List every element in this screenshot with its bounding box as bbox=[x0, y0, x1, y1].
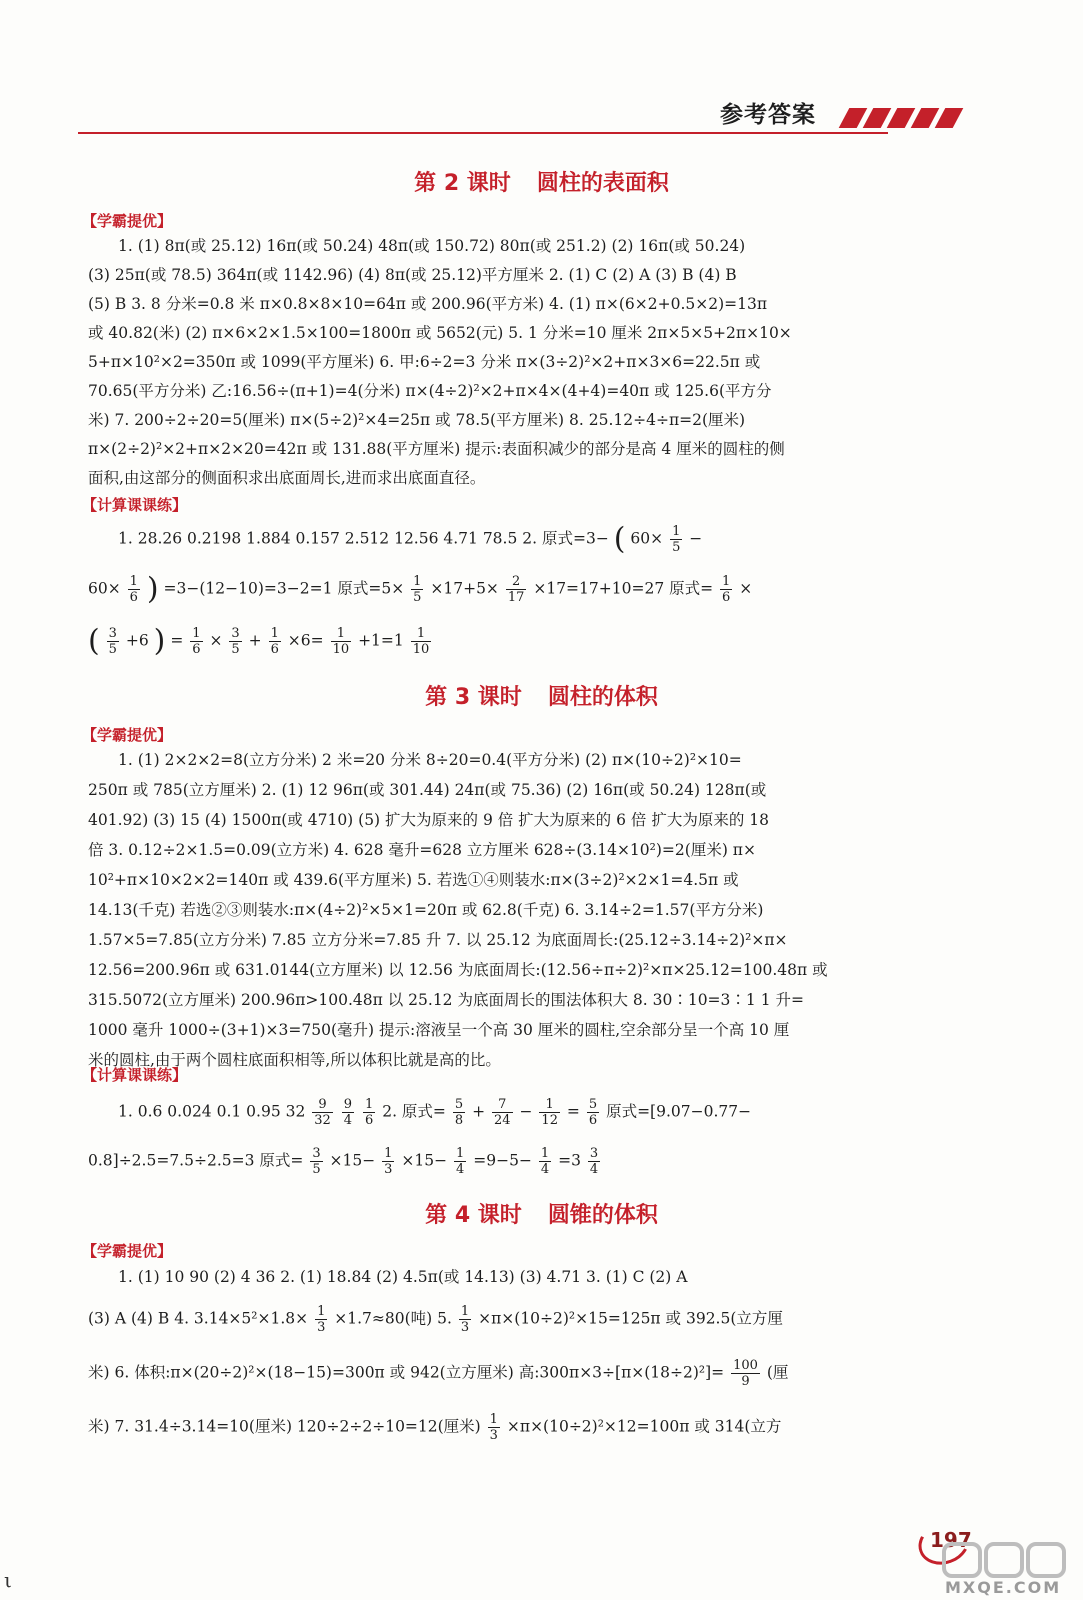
lesson-title: 圆柱的体积 bbox=[547, 685, 658, 710]
fraction bbox=[107, 626, 119, 657]
answer-line: 米) 7. 200÷2÷20=5(厘米) π×(5÷2)²×4=25π 或 78.5(平方厘米) 8. 25.12÷4÷π=2(厘米) bbox=[88, 411, 746, 429]
answer-line: 米的圆柱,由于两个圆柱底面积相等,所以体积比就是高的比。 bbox=[88, 1051, 501, 1069]
text: 米) 7. 31.4÷3.14=10(厘米) 120÷2÷2÷10=12(厘米) bbox=[88, 1417, 481, 1436]
numerator: 9 bbox=[312, 1097, 333, 1113]
answer-line: 1000 毫升 1000÷(3+1)×3=750(毫升) 提示:溶液呈一个高 30 厘米的圆柱,空余部分呈一个高 10 厘 bbox=[88, 1021, 790, 1039]
denominator: 5 bbox=[231, 642, 240, 657]
answer-line: 1. (1) 8π(或 25.12) 16π(或 50.24) 48π(或 150.72) 80π(或 251.2) (2) 16π(或 50.24) bbox=[118, 237, 746, 255]
text: 1. 0.6 0.024 0.1 0.95 32 bbox=[118, 1102, 306, 1121]
fraction bbox=[190, 626, 202, 657]
denominator: 17 bbox=[507, 590, 525, 605]
section-title-lesson-2 bbox=[0, 166, 1083, 197]
tag-xueba: 【学霸提优】 bbox=[82, 1242, 173, 1260]
fraction bbox=[720, 574, 732, 605]
text: ×17+5× bbox=[430, 579, 499, 598]
text: 1. 28.26 0.2198 1.884 0.157 2.512 12.56 4.71 78.5 2. 原式=3− bbox=[118, 529, 609, 548]
fraction bbox=[331, 626, 352, 657]
denominator: 3 bbox=[384, 1162, 393, 1177]
text: (3) A (4) B 4. 3.14×5²×1.8× bbox=[88, 1309, 309, 1328]
answer-line: 70.65(平方分米) 乙:16.56÷(π+1)=4(分米) π×(4÷2)²×2+π×4×(4+4)=40π 或 125.6(平方分 bbox=[88, 382, 772, 400]
denominator: 5 bbox=[413, 590, 422, 605]
text: +6 bbox=[125, 631, 149, 650]
text: = bbox=[566, 1102, 580, 1121]
answer-line: π×(2÷2)²×2+π×2×20=42π 或 131.88(平方厘米) 提示:表面积减少的部分是高 4 厘米的圆柱的侧 bbox=[88, 440, 785, 458]
text: ×π×(10÷2)²×15=125π 或 392.5(立方厘 bbox=[478, 1309, 783, 1328]
section-title-lesson-4 bbox=[0, 1198, 1083, 1229]
fraction bbox=[315, 1304, 327, 1335]
answer-line: 5+π×10²×2=350π 或 1099(平方厘米) 6. 甲:6÷2=3 分米 π×(3÷2)²×2+π×3×6=22.5π 或 bbox=[88, 353, 761, 371]
answer-line: 1. (1) 10 90 (2) 4 36 2. (1) 18.84 (2) 4.5π(或 14.13) (3) 4.71 3. (1) C (2) A bbox=[118, 1268, 688, 1286]
lesson-number: 第 2 课时 bbox=[414, 171, 511, 196]
paren: ) bbox=[146, 571, 159, 607]
fraction bbox=[492, 1097, 513, 1128]
text: 0.8]÷2.5=7.5÷2.5=3 原式= bbox=[88, 1151, 304, 1170]
numerator: 1 bbox=[489, 1412, 498, 1427]
fraction bbox=[128, 574, 140, 605]
header-label: 参考答案 bbox=[720, 102, 816, 128]
fraction bbox=[411, 574, 423, 605]
numerator: 7 bbox=[492, 1097, 513, 1113]
denominator: 4 bbox=[343, 1113, 353, 1128]
denominator: 12 bbox=[541, 1113, 558, 1128]
answer-line: 1.57×5=7.85(立方分米) 7.85 立方分米=7.85 升 7. 以 25.12 为底面周长:(25.12÷3.14÷2)²×π× bbox=[88, 931, 788, 949]
text: − bbox=[519, 1102, 533, 1121]
text: = bbox=[170, 631, 184, 650]
text: ×6= bbox=[287, 631, 324, 650]
text: × bbox=[209, 631, 223, 650]
numerator: 5 bbox=[588, 1097, 598, 1112]
fraction bbox=[269, 626, 281, 657]
numerator: 1 bbox=[539, 1097, 560, 1113]
watermark-text: MXQE.COM bbox=[945, 1578, 1062, 1597]
lesson-number: 第 4 课时 bbox=[425, 1203, 522, 1228]
denominator: 10 bbox=[332, 642, 350, 657]
denominator: 4 bbox=[589, 1162, 599, 1177]
calc-line bbox=[88, 1146, 602, 1177]
answer-line: 1. (1) 2×2×2=8(立方分米) 2 米=20 分米 8÷20=0.4(平方分米) (2) π×(10÷2)²×10= bbox=[118, 751, 742, 769]
answer-line bbox=[88, 1304, 783, 1335]
calc-line bbox=[118, 521, 703, 557]
lesson-title: 圆锥的体积 bbox=[547, 1203, 658, 1228]
denominator: 6 bbox=[588, 1113, 598, 1128]
denominator: 3 bbox=[489, 1428, 498, 1443]
text: ×15− bbox=[329, 1151, 376, 1170]
answer-line: 10²+π×10×2×2=140π 或 439.6(平方厘米) 5. 若选①④则装水:π×(3÷2)²×2×1=4.5π 或 bbox=[88, 871, 739, 889]
answer-line: 12.56=200.96π 或 631.0144(立方厘米) 以 12.56 为底面周长:(12.56÷π÷2)²×π×25.12=100.48π 或 bbox=[88, 961, 828, 979]
text: 原式=[9.07−0.77− bbox=[606, 1102, 752, 1121]
answer-line: 14.13(千克) 若选②③则装水:π×(4÷2)²×5×1=20π 或 62.8(千克) 6. 3.14÷2=1.57(平方分米) bbox=[88, 901, 764, 919]
text: ×15− bbox=[401, 1151, 448, 1170]
lesson-number: 第 3 课时 bbox=[425, 685, 522, 710]
numerator: 3 bbox=[231, 626, 240, 641]
numerator: 1 bbox=[192, 626, 201, 641]
answer-line: 倍 3. 0.12÷2×1.5=0.09(立方米) 4. 628 毫升=628 立方厘米 628÷(3.14×10²)=2(厘米) π× bbox=[88, 841, 756, 859]
text: =3−(12−10)=3−2=1 原式=5× bbox=[163, 579, 405, 598]
lesson-title: 圆柱的表面积 bbox=[536, 171, 669, 196]
fraction bbox=[670, 524, 682, 555]
denominator: 5 bbox=[108, 642, 117, 657]
fraction bbox=[312, 1097, 333, 1128]
denominator: 6 bbox=[270, 642, 279, 657]
denominator: 32 bbox=[314, 1113, 331, 1128]
answer-line: 面积,由这部分的侧面积求出底面周长,进而求出底面直径。 bbox=[88, 469, 486, 487]
text: 60× bbox=[88, 579, 121, 598]
text: 2. 原式= bbox=[382, 1102, 446, 1121]
fraction bbox=[229, 626, 241, 657]
fraction bbox=[488, 1412, 500, 1443]
numerator: 1 bbox=[722, 574, 731, 589]
text: 米) 6. 体积:π×(20÷2)²×(18−15)=300π 或 942(立方厘米) 高:300π×3÷[π×(18÷2)²]= bbox=[88, 1363, 725, 1382]
text: ×π×(10÷2)²×12=100π 或 314(立方 bbox=[506, 1417, 782, 1436]
fraction bbox=[382, 1146, 394, 1177]
fraction bbox=[506, 574, 527, 605]
text: 60× bbox=[630, 529, 664, 548]
text: ×1.7≈80(吨) 5. bbox=[334, 1309, 452, 1328]
text: + bbox=[248, 631, 262, 650]
denominator: 3 bbox=[317, 1320, 326, 1335]
answer-line: 250π 或 785(立方厘米) 2. (1) 12 96π(或 301.44) 24π(或 75.36) (2) 16π(或 50.24) 128π(或 bbox=[88, 781, 767, 799]
paren: ) bbox=[153, 623, 166, 659]
header-rule bbox=[78, 132, 888, 134]
calc-line bbox=[88, 623, 433, 659]
numerator: 1 bbox=[540, 1146, 550, 1161]
paren: ( bbox=[88, 623, 100, 659]
answer-line: 315.5072(立方厘米) 200.96π>100.48π 以 25.12 为底面周长的围法体积大 8. 30∶10=3∶1 1 升= bbox=[88, 991, 804, 1009]
answer-line: (5) B 3. 8 分米=0.8 米 π×0.8×8×10=64π 或 200.96(平方米) 4. (1) π×(6×2+0.5×2)=13π bbox=[88, 295, 768, 313]
tag-xueba: 【学霸提优】 bbox=[82, 212, 173, 230]
text: ×17=17+10=27 原式= bbox=[533, 579, 714, 598]
text: + bbox=[472, 1102, 486, 1121]
tag-jisuan: 【计算课课练】 bbox=[82, 496, 188, 514]
denominator: 8 bbox=[454, 1113, 464, 1128]
section-title-lesson-3 bbox=[0, 680, 1083, 711]
fraction bbox=[342, 1097, 354, 1128]
fraction bbox=[539, 1146, 551, 1177]
header-stripes bbox=[840, 108, 970, 128]
denominator: 6 bbox=[722, 590, 731, 605]
numerator: 1 bbox=[129, 574, 138, 589]
answer-line: 401.92) (3) 15 (4) 1500π(或 4710) (5) 扩大为原来的 9 倍 扩大为原来的 6 倍 扩大为原来的 18 bbox=[88, 811, 769, 829]
text: =9−5− bbox=[473, 1151, 532, 1170]
numerator: 1 bbox=[317, 1304, 326, 1319]
denominator: 4 bbox=[456, 1162, 465, 1177]
fraction bbox=[459, 1304, 471, 1335]
margin-mark: ι bbox=[4, 1568, 12, 1592]
numerator: 1 bbox=[384, 1146, 393, 1161]
numerator: 1 bbox=[672, 524, 681, 539]
numerator: 3 bbox=[589, 1146, 599, 1161]
numerator: 1 bbox=[331, 626, 352, 642]
text: =3 bbox=[558, 1151, 581, 1170]
text: − bbox=[689, 529, 703, 548]
numerator: 1 bbox=[411, 626, 432, 642]
fraction bbox=[454, 1146, 466, 1177]
text: (厘 bbox=[766, 1363, 789, 1382]
answer-line bbox=[88, 1412, 781, 1443]
fraction bbox=[731, 1358, 760, 1389]
numerator: 5 bbox=[454, 1097, 464, 1112]
numerator: 3 bbox=[108, 626, 117, 641]
calc-line bbox=[88, 571, 753, 607]
denominator: 10 bbox=[412, 642, 430, 657]
denominator: 6 bbox=[192, 642, 201, 657]
calc-line bbox=[118, 1097, 751, 1128]
tag-xueba: 【学霸提优】 bbox=[82, 726, 173, 744]
denominator: 24 bbox=[494, 1113, 511, 1128]
numerator: 9 bbox=[343, 1097, 353, 1112]
paren: ( bbox=[613, 521, 626, 557]
answer-line bbox=[88, 1358, 788, 1389]
answer-line: (3) 25π(或 78.5) 364π(或 1142.96) (4) 8π(或 25.12)平方厘米 2. (1) C (2) A (3) B (4) B bbox=[88, 266, 737, 284]
fraction bbox=[453, 1097, 465, 1128]
numerator: 2 bbox=[506, 574, 527, 590]
numerator: 3 bbox=[312, 1146, 321, 1161]
page-number: 197 bbox=[930, 1528, 972, 1552]
numerator: 1 bbox=[413, 574, 422, 589]
denominator: 6 bbox=[364, 1113, 374, 1128]
fraction bbox=[587, 1097, 599, 1128]
denominator: 3 bbox=[460, 1320, 470, 1335]
text: × bbox=[739, 579, 753, 598]
denominator: 9 bbox=[741, 1374, 750, 1389]
numerator: 1 bbox=[456, 1146, 465, 1161]
numerator: 1 bbox=[460, 1304, 470, 1319]
numerator: 1 bbox=[364, 1097, 374, 1112]
text: +1=1 bbox=[358, 631, 404, 650]
fraction bbox=[363, 1097, 375, 1128]
denominator: 6 bbox=[129, 590, 138, 605]
fraction bbox=[539, 1097, 560, 1128]
answer-line: 或 40.82(米) (2) π×6×2×1.5×100=1800π 或 5652(元) 5. 1 分米=10 厘米 2π×5×5+2π×10× bbox=[88, 324, 792, 342]
denominator: 4 bbox=[540, 1162, 550, 1177]
denominator: 5 bbox=[312, 1162, 321, 1177]
denominator: 5 bbox=[672, 540, 681, 555]
numerator: 1 bbox=[270, 626, 279, 641]
fraction bbox=[411, 626, 432, 657]
fraction bbox=[588, 1146, 600, 1177]
tag-jisuan: 【计算课课练】 bbox=[82, 1066, 188, 1084]
numerator: 100 bbox=[733, 1358, 758, 1373]
fraction bbox=[310, 1146, 322, 1177]
